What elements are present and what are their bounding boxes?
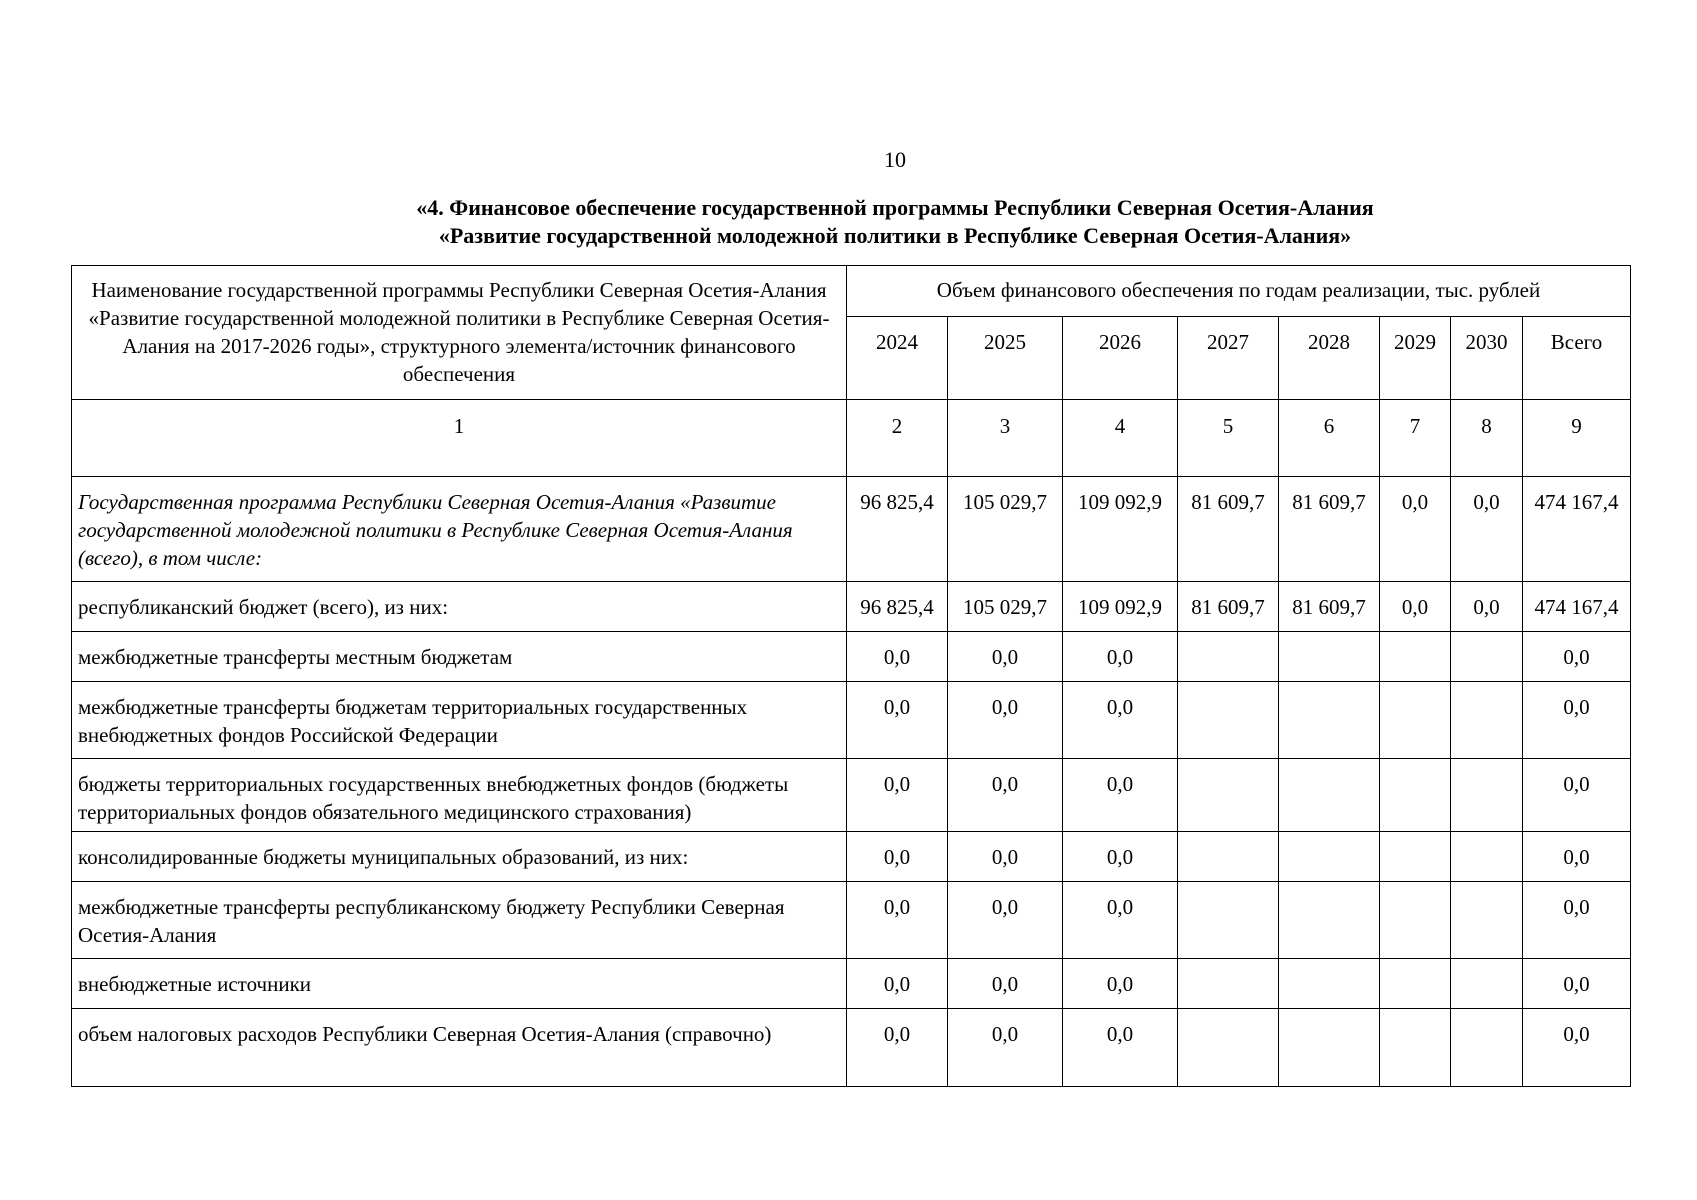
column-number: 4 [1063,400,1178,477]
value-cell: 96 825,4 [847,477,948,582]
value-cell: 474 167,4 [1523,582,1631,632]
table-row [72,477,1631,582]
value-cell: 105 029,7 [948,582,1063,632]
table-row [72,582,1631,632]
value-cell: 0,0 [1451,582,1523,632]
value-cell: 81 609,7 [1279,582,1380,632]
table-row [72,959,1631,1009]
document-title [0,194,1697,250]
value-cell [1178,632,1279,682]
value-cell: 0,0 [847,959,948,1009]
row-label: межбюджетные трансферты местным бюджетам [72,632,847,682]
column-number: 3 [948,400,1063,477]
value-cell [1451,959,1523,1009]
row-label: объем налоговых расходов Республики Северная Осетия-Алания (справочно) [72,1009,847,1087]
page-number: 10 [884,147,906,172]
value-cell: 0,0 [948,1009,1063,1087]
table-row [72,832,1631,882]
value-cell [1380,1009,1451,1087]
year-header: 2025 [948,317,1063,400]
year-header: 2024 [847,317,948,400]
row-label: Государственная программа Республики Северная Осетия-Алания «Развитие государственной молодежной политики в Республике Северная Осетия-Алания (всего), в том числе: [72,477,847,582]
value-cell: 0,0 [948,682,1063,759]
value-cell: 0,0 [1523,682,1631,759]
row-label: бюджеты территориальных государственных внебюджетных фондов (бюджеты территориальных фондов обязательного медицинского страхования) [72,759,847,832]
value-cell: 81 609,7 [1279,477,1380,582]
value-cell: 0,0 [948,832,1063,882]
table-row [72,682,1631,759]
value-cell [1279,632,1380,682]
value-cell: 0,0 [1523,882,1631,959]
value-cell [1178,682,1279,759]
value-cell [1279,1009,1380,1087]
value-cell: 0,0 [847,682,948,759]
value-cell: 0,0 [948,632,1063,682]
year-header: 2026 [1063,317,1178,400]
value-cell: 109 092,9 [1063,477,1178,582]
value-cell: 0,0 [1063,1009,1178,1087]
column-number: 5 [1178,400,1279,477]
value-cell: 0,0 [948,882,1063,959]
value-cell [1279,832,1380,882]
value-cell [1279,682,1380,759]
value-cell [1279,882,1380,959]
value-cell: 0,0 [1063,759,1178,832]
value-cell [1380,632,1451,682]
value-cell [1451,759,1523,832]
column-number: 7 [1380,400,1451,477]
value-cell [1178,882,1279,959]
value-cell: 0,0 [1523,959,1631,1009]
value-cell: 0,0 [1523,1009,1631,1087]
column-number: 2 [847,400,948,477]
title-line-1: «4. Финансовое обеспечение государственной программы Республики Северная Осетия-Алания [416,195,1374,220]
value-cell: 105 029,7 [948,477,1063,582]
year-header: 2029 [1380,317,1451,400]
value-cell: 474 167,4 [1523,477,1631,582]
value-cell: 0,0 [1523,759,1631,832]
value-cell: 109 092,9 [1063,582,1178,632]
value-cell [1380,832,1451,882]
title-line-2: «Развитие государственной молодежной политики в Республике Северная Осетия-Алания» [438,223,1352,248]
row-label: консолидированные бюджеты муниципальных образований, из них: [72,832,847,882]
row-label: внебюджетные источники [72,959,847,1009]
value-cell [1380,759,1451,832]
column-number: 1 [72,400,847,477]
value-cell [1380,682,1451,759]
value-cell: 0,0 [1063,682,1178,759]
header-volume-cell: Объем финансового обеспечения по годам реализации, тыс. рублей [847,266,1631,317]
table-row [72,882,1631,959]
table-row [72,1009,1631,1087]
year-header: 2027 [1178,317,1279,400]
value-cell [1178,1009,1279,1087]
value-cell [1451,682,1523,759]
table-row [72,759,1631,832]
value-cell: 0,0 [1063,832,1178,882]
value-cell [1451,832,1523,882]
value-cell: 96 825,4 [847,582,948,632]
value-cell: 0,0 [1063,882,1178,959]
value-cell: 0,0 [1380,477,1451,582]
value-cell: 0,0 [847,882,948,959]
value-cell: 0,0 [1523,832,1631,882]
year-header: 2028 [1279,317,1380,400]
value-cell: 0,0 [1380,582,1451,632]
column-number: 9 [1523,400,1631,477]
value-cell [1380,959,1451,1009]
value-cell: 81 609,7 [1178,582,1279,632]
value-cell [1279,759,1380,832]
column-number: 8 [1451,400,1523,477]
value-cell: 0,0 [1063,959,1178,1009]
value-cell: 0,0 [847,832,948,882]
row-label: межбюджетные трансферты бюджетам территориальных государственных внебюджетных фондов Российской Федерации [72,682,847,759]
value-cell [1178,959,1279,1009]
year-header: 2030 [1451,317,1523,400]
value-cell: 0,0 [1451,477,1523,582]
value-cell [1451,1009,1523,1087]
row-label: республиканский бюджет (всего), из них: [72,582,847,632]
value-cell [1451,882,1523,959]
value-cell: 0,0 [1523,632,1631,682]
value-cell: 0,0 [948,959,1063,1009]
table-row [72,632,1631,682]
value-cell: 0,0 [847,632,948,682]
value-cell: 0,0 [847,1009,948,1087]
value-cell [1380,882,1451,959]
column-number: 6 [1279,400,1380,477]
value-cell [1279,959,1380,1009]
value-cell: 81 609,7 [1178,477,1279,582]
value-cell: 0,0 [1063,632,1178,682]
total-header: Всего [1523,317,1631,400]
value-cell [1451,632,1523,682]
header-name-cell: Наименование государственной программы Республики Северная Осетия-Алания «Развитие государственной молодежной политики в Республике Северная Осетия-Алания на 2017-2026 годы», структурного элемента/источник финансового обеспечения [72,266,847,400]
financing-table [71,265,1631,1087]
value-cell [1178,759,1279,832]
row-label: межбюджетные трансферты республиканскому бюджету Республики Северная Осетия-Алания [72,882,847,959]
value-cell: 0,0 [847,759,948,832]
value-cell: 0,0 [948,759,1063,832]
value-cell [1178,832,1279,882]
